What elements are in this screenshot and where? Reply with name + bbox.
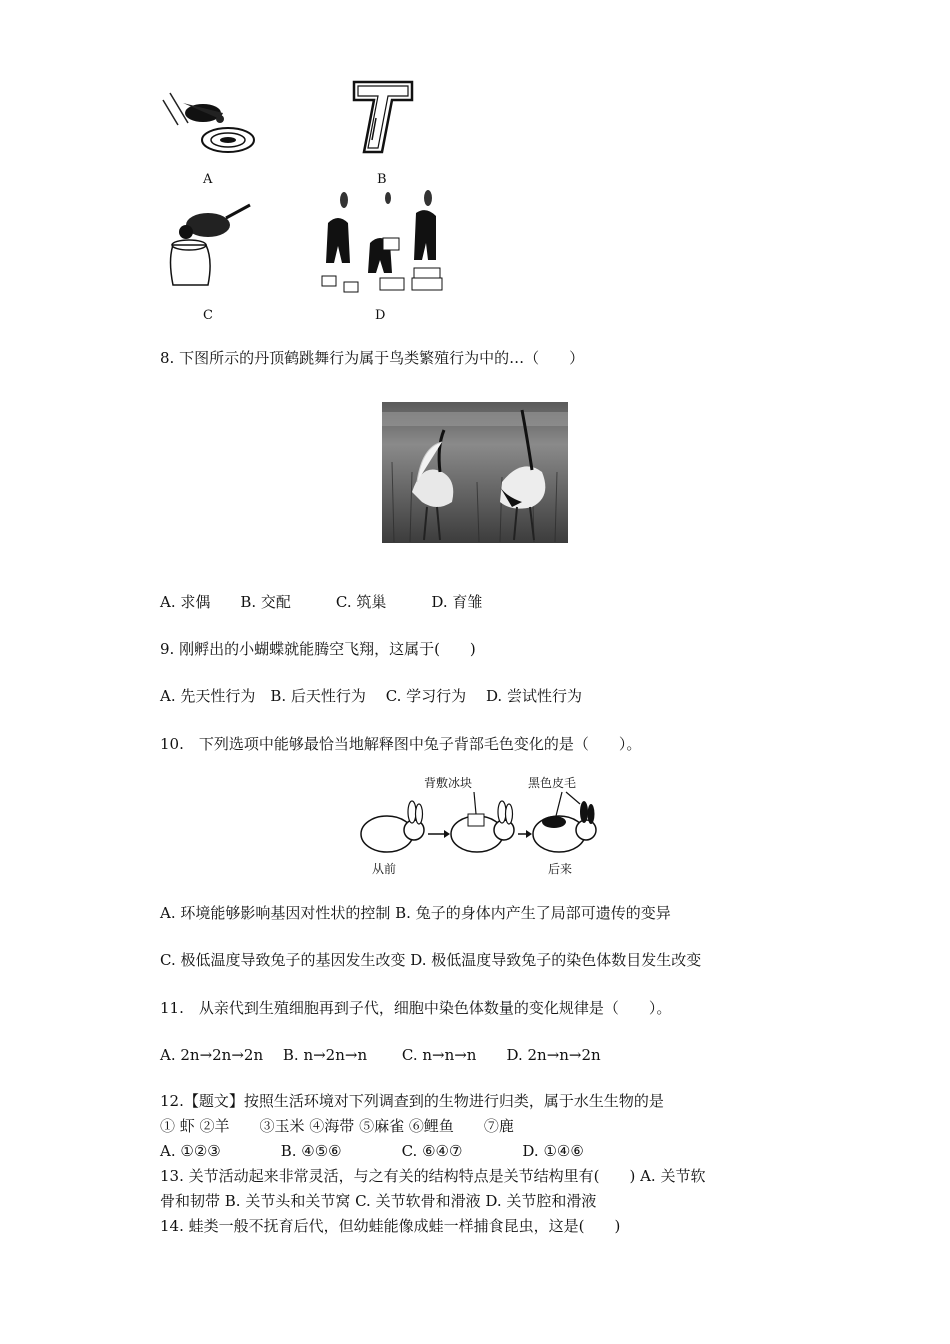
q11-options: A. 2n→2n→2n B. n→2n→n C. n→n→n D. 2n→n→2n: [160, 1046, 601, 1064]
q10-options-line2: C. 极低温度导致兔子的基因发生改变 D. 极低温度导致兔子的染色体数目发生改变: [160, 951, 702, 969]
q8-stem: 8. 下图所示的丹顶鹤跳舞行为属于鸟类繁殖行为中的…（ ）: [160, 349, 585, 367]
q9-options: A. 先天性行为 B. 后天性行为 C. 学习行为 D. 尝试性行为: [160, 687, 582, 705]
q12-items: ① 虾 ②羊 ③玉米 ④海带 ⑤麻雀 ⑥鲤鱼 ⑦鹿: [160, 1117, 514, 1135]
q13-line1: 13. 关节活动起来非常灵活，与之有关的结构特点是关节结构里有( ) A. 关节软: [160, 1167, 706, 1185]
figure-label-d: D: [375, 308, 386, 323]
q10-stem: 10. 下列选项中能够最恰当地解释图中兔子背部毛色变化的是（ ）。: [160, 735, 642, 753]
figure-label-a: A: [203, 172, 213, 187]
q13-line2: 骨和韧带 B. 关节头和关节窝 C. 关节软骨和滑液 D. 关节腔和滑液: [160, 1192, 597, 1210]
q10-options-line1: A. 环境能够影响基因对性状的控制 B. 兔子的身体内产生了局部可遗传的变异: [160, 904, 671, 922]
figure-b-t-maze: [348, 78, 418, 156]
figure-d-chimpanzee-boxes: [318, 188, 458, 300]
label-before: 从前: [372, 862, 397, 876]
q8-options: A. 求偶 B. 交配 C. 筑巢 D. 育雏: [160, 593, 483, 611]
q12-options: A. ①②③ B. ④⑤⑥ C. ⑥④⑦ D. ①④⑥: [160, 1142, 584, 1160]
figure-label-c: C: [203, 308, 213, 323]
figure-c-bird-bottle: [158, 200, 253, 290]
label-after: 后来: [548, 862, 573, 876]
q12-stem: 12.【题文】按照生活环境对下列调查到的生物进行归类，属于水生生物的是: [160, 1092, 664, 1110]
crane-dance-photo: [382, 402, 568, 543]
rabbit-fur-diagram: [352, 772, 602, 878]
q9-stem: 9. 刚孵出的小蝴蝶就能腾空飞翔，这属于( ): [160, 640, 476, 658]
q11-stem: 11. 从亲代到生殖细胞再到子代，细胞中染色体数量的变化规律是（ ）。: [160, 999, 672, 1017]
figure-a-bird-drinking: [158, 85, 258, 160]
figure-label-b: B: [377, 172, 387, 187]
label-ice-pack: 背敷冰块: [424, 776, 473, 790]
label-black-fur: 黑色皮毛: [528, 776, 577, 790]
q14-stem: 14. 蛙类一般不抚育后代，但幼蛙能像成蛙一样捕食昆虫，这是( ): [160, 1217, 621, 1235]
